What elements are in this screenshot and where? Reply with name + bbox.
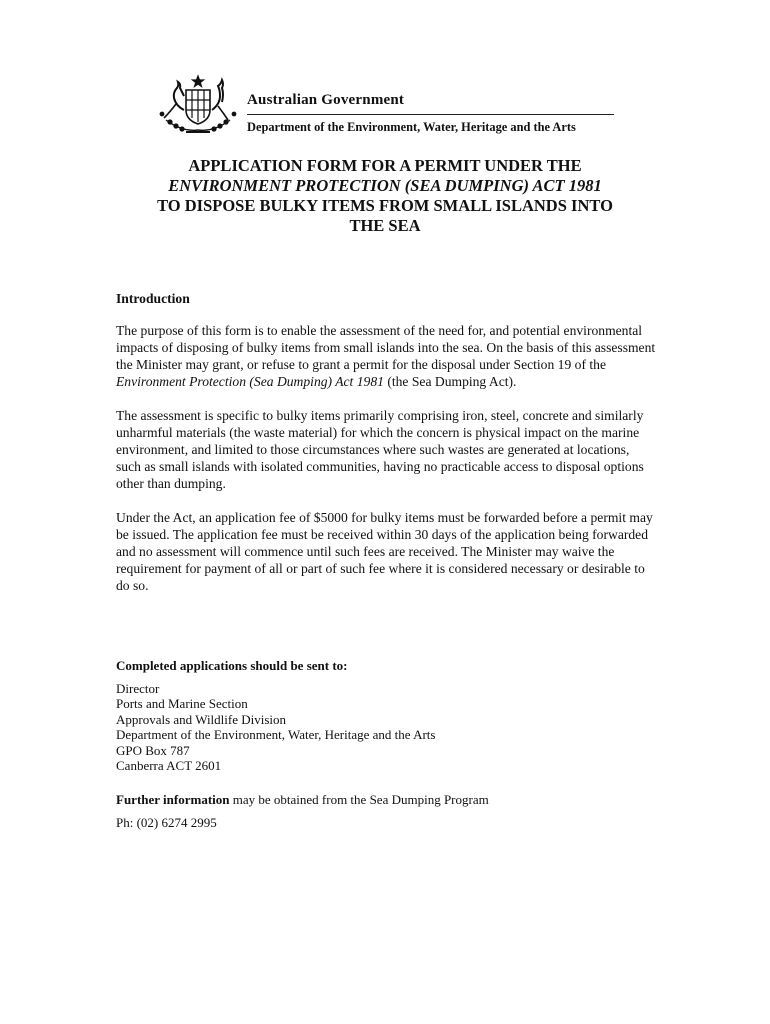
- further-information: [116, 791, 656, 808]
- address-line: Ports and Marine Section: [116, 696, 248, 712]
- intro-paragraph-1: [116, 322, 656, 390]
- postal-address: [116, 681, 656, 773]
- submission-heading: Completed applications should be sent to:: [116, 658, 348, 673]
- address-line: Department of the Environment, Water, Heritage and the Arts: [116, 727, 436, 743]
- document-title: [110, 156, 660, 236]
- further-information-text: may be obtained from the Sea Dumping Program: [229, 792, 489, 808]
- title-line-4: THE SEA: [349, 216, 421, 235]
- address-line: Director: [116, 681, 160, 696]
- letterhead: [152, 74, 622, 140]
- phone-number: Ph: (02) 6274 2995: [116, 815, 217, 831]
- title-line-3: TO DISPOSE BULKY ITEMS FROM SMALL ISLANDS INTO: [157, 196, 613, 215]
- address-line: Approvals and Wildlife Division: [116, 711, 287, 727]
- introduction-section: [116, 290, 656, 594]
- intro-paragraph-3: Under the Act, an application fee of $5000 for bulky items must be forwarded before a permit may be issued. The application fee must be received within 30 days of the application being forwarded and no assessment will commence until such fees are received. The Minister may waive the requirement for payment of all or part of such fee where it is considered necessary or desirable to do so.: [116, 510, 653, 593]
- title-line-2: ENVIRONMENT PROTECTION (SEA DUMPING) ACT 1981: [168, 176, 602, 195]
- act-title-italic: Environment Protection (Sea Dumping) Act 1981: [116, 374, 384, 389]
- coat-of-arms-icon: [152, 74, 244, 138]
- intro-paragraph-2: The assessment is specific to bulky items primarily comprising iron, steel, concrete and similarly unharmful materials (the waste material) for which the concern is physical impact on the marine environment, and limited to those circumstances where such wastes are generated at locations, such as small islands with isolated communities, having no practicable access to disposal options other than dumping.: [116, 408, 644, 491]
- submission-section: [116, 657, 656, 831]
- government-name: Australian Government: [247, 92, 405, 108]
- address-line: Canberra ACT 2601: [116, 758, 222, 774]
- further-information-label: Further information: [116, 792, 230, 808]
- intro-p1-end: (the Sea Dumping Act).: [383, 374, 517, 389]
- address-line: GPO Box 787: [116, 742, 190, 758]
- title-line-1: APPLICATION FORM FOR A PERMIT UNDER THE: [188, 156, 582, 175]
- header-divider: [247, 114, 614, 115]
- intro-p1-text: The purpose of this form is to enable the assessment of the need for, and potential environmental impacts of disposing of bulky items from small islands into the sea. On the basis of this assessment the Minister may grant, or refuse to grant a permit for the disposal under Section 19 of the: [116, 323, 656, 372]
- department-name: Department of the Environment, Water, Heritage and the Arts: [247, 120, 576, 134]
- introduction-heading: Introduction: [116, 291, 190, 306]
